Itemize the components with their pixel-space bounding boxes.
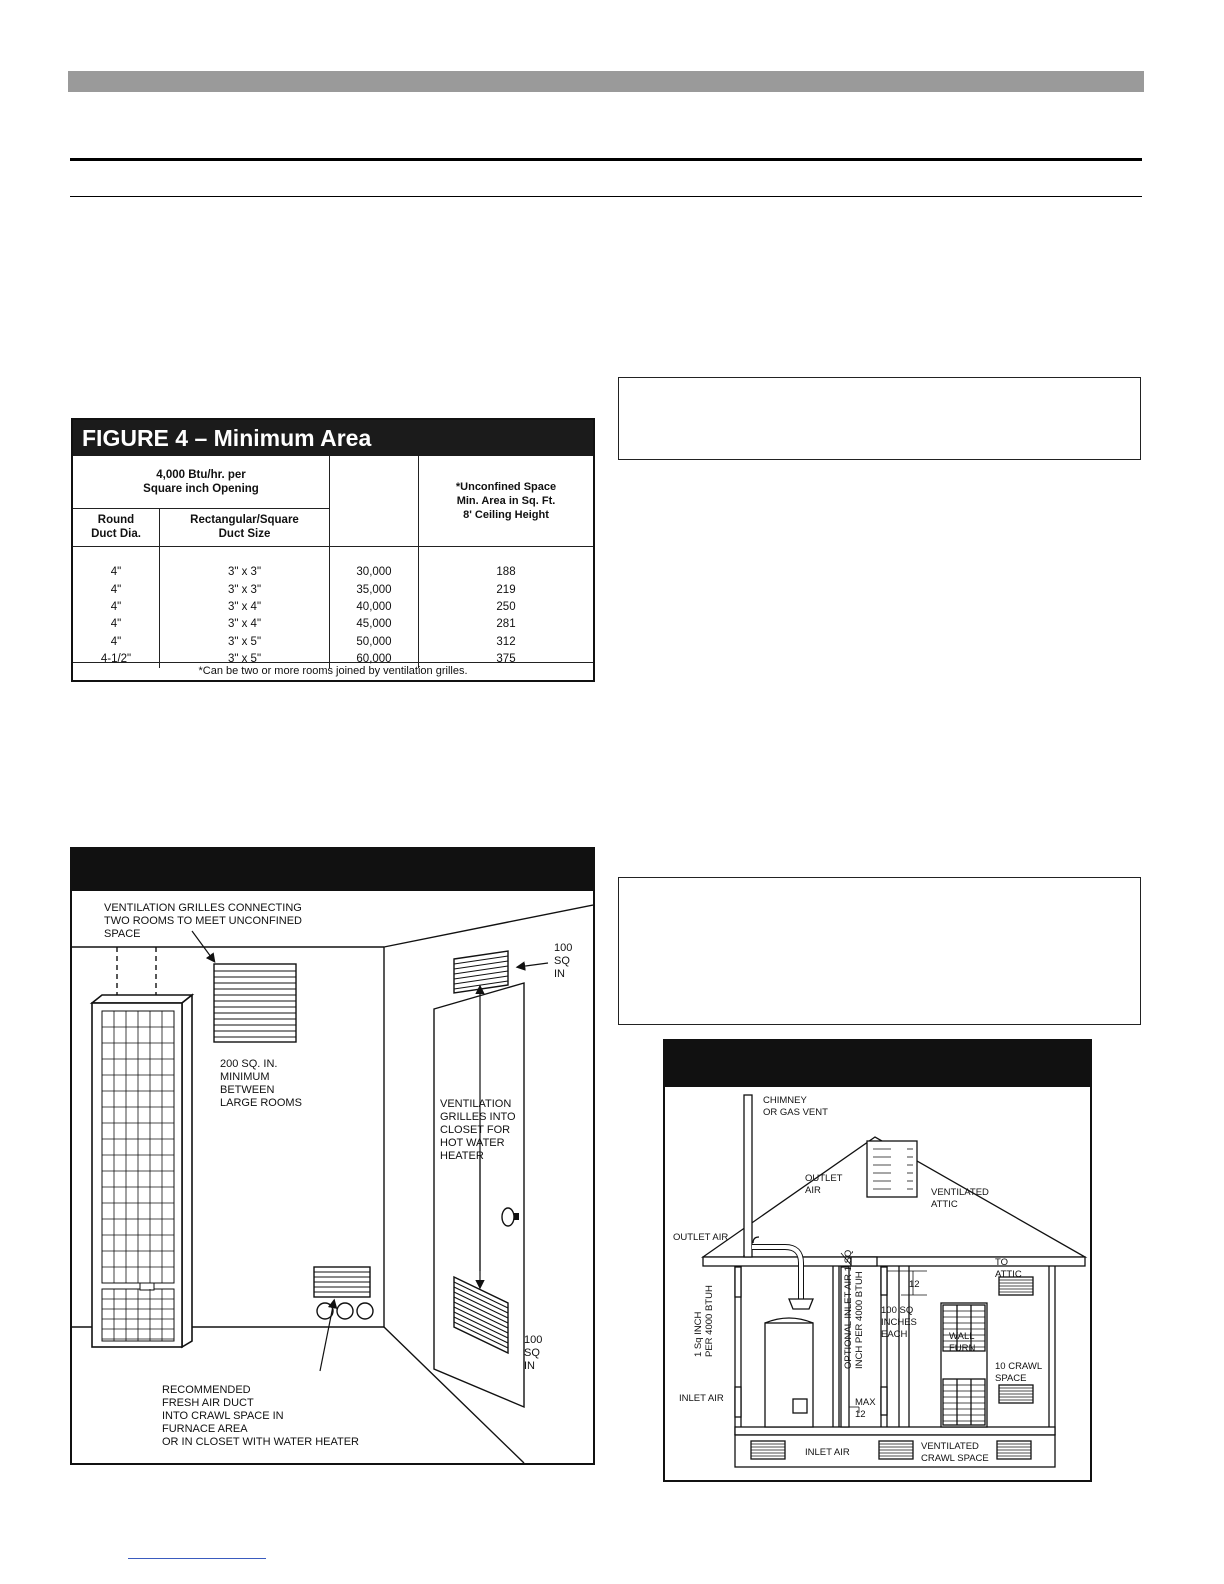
label-outlet-air: OUTLET AIR xyxy=(673,1232,729,1243)
cell-round: 4" xyxy=(110,635,122,648)
note-box-1 xyxy=(618,377,1141,460)
cell-round: 4" xyxy=(110,618,122,631)
cell-btu: 45,000 xyxy=(330,616,419,633)
figure-room-ventilation xyxy=(70,847,595,1465)
label-twelve: 12 xyxy=(909,1279,920,1290)
cell-area: 281 xyxy=(419,616,594,633)
cell-area: 250 xyxy=(419,598,594,615)
figure-room-header xyxy=(72,849,593,891)
figure-house-ventilation xyxy=(663,1039,1092,1482)
cell-round: 4" xyxy=(110,566,122,579)
label-ventilated-attic: VENTILATED ATTIC xyxy=(931,1187,989,1210)
cell-area: 219 xyxy=(419,581,594,598)
table-row xyxy=(73,598,593,615)
table-row xyxy=(73,581,593,598)
label-10-crawl-space: 10 CRAWL SPACE xyxy=(995,1361,1042,1384)
cell-area: 188 xyxy=(419,564,594,581)
label-outlet-air-attic: OUTLET AIR xyxy=(805,1173,843,1196)
label-optional-inlet: OPTIONAL INLET AIR 1 SQ INCH PER 4000 BTUH xyxy=(843,1249,865,1369)
label-100-sq-inches: 100 SQ INCHES EACH xyxy=(881,1305,917,1340)
table-row xyxy=(73,564,593,581)
label-inlet-air-side: INLET AIR xyxy=(679,1393,724,1404)
room-ventilation-diagram xyxy=(72,891,593,1463)
table-row xyxy=(73,616,593,633)
label-grilles-connecting: VENTILATION GRILLES CONNECTING TWO ROOMS TO MEET UNCONFINED SPACE xyxy=(104,902,303,940)
figure-4-minimum-area xyxy=(71,418,595,682)
label-to-attic: TO ATTIC xyxy=(995,1257,1022,1280)
minimum-area-table xyxy=(73,456,593,668)
header-unconfined: *Unconfined Space Min. Area in Sq. Ft. 8' Ceiling Height xyxy=(419,456,594,546)
header-btu-group: 4,000 Btu/hr. per Square inch Opening xyxy=(73,456,330,508)
note-box-2 xyxy=(618,877,1141,1025)
cell-round: 4" xyxy=(110,583,122,596)
section-rule-bottom xyxy=(70,196,1142,197)
header-round-duct: Round Duct Dia. xyxy=(73,508,160,546)
header-btu-blank xyxy=(330,456,419,546)
label-ventilated-crawl: VENTILATED CRAWL SPACE xyxy=(921,1441,989,1464)
cell-round: 4-1/2" xyxy=(100,652,132,665)
label-closet-grilles: VENTILATION GRILLES INTO CLOSET FOR HOT WATER HEATER xyxy=(440,1098,516,1162)
label-100-sq-in-top: 100 SQ IN xyxy=(554,942,573,980)
header-rect-duct: Rectangular/Square Duct Size xyxy=(160,508,330,546)
label-fresh-air-duct: RECOMMENDED FRESH AIR DUCT INTO CRAWL SPACE IN FURNACE AREA OR IN CLOSET WITH WATER HEATER xyxy=(162,1384,359,1448)
cell-btu: 40,000 xyxy=(330,598,419,615)
cell-area: 312 xyxy=(419,633,594,650)
cell-rect: 3" x 5" xyxy=(160,633,330,650)
cell-rect: 3" x 3" xyxy=(160,564,330,581)
label-wall-furn: WALL FURN xyxy=(949,1331,976,1354)
label-inlet-air-bottom: INLET AIR xyxy=(805,1447,850,1458)
figure-house-header xyxy=(665,1041,1090,1087)
cell-btu: 30,000 xyxy=(330,564,419,581)
cell-round: 4" xyxy=(110,601,122,614)
cell-rect: 3" x 5" xyxy=(160,650,330,667)
cell-area: 375 xyxy=(419,650,594,667)
label-100-sq-in-bottom: 100 SQ IN xyxy=(524,1334,543,1372)
cell-rect: 3" x 3" xyxy=(160,581,330,598)
label-max-12: MAX 12 xyxy=(855,1397,876,1420)
label-chimney: CHIMNEY OR GAS VENT xyxy=(763,1095,828,1118)
footer-link-underline xyxy=(128,1558,266,1559)
table-row xyxy=(73,633,593,650)
house-ventilation-diagram xyxy=(665,1087,1090,1480)
cell-rect: 3" x 4" xyxy=(160,598,330,615)
table-footnote: *Can be two or more rooms joined by ventilation grilles. xyxy=(73,662,593,680)
cell-btu: 60,000 xyxy=(330,650,419,667)
figure-4-title: FIGURE 4 – Minimum Area xyxy=(73,420,593,456)
label-200-sq-in: 200 SQ. IN. MINIMUM BETWEEN LARGE ROOMS xyxy=(220,1058,302,1109)
cell-btu: 50,000 xyxy=(330,633,419,650)
label-one-sq-inch: 1 Sq INCH PER 4000 BTUH xyxy=(693,1285,715,1357)
section-rule-top xyxy=(70,158,1142,161)
cell-rect: 3" x 4" xyxy=(160,616,330,633)
cell-btu: 35,000 xyxy=(330,581,419,598)
header-bar xyxy=(68,71,1144,92)
